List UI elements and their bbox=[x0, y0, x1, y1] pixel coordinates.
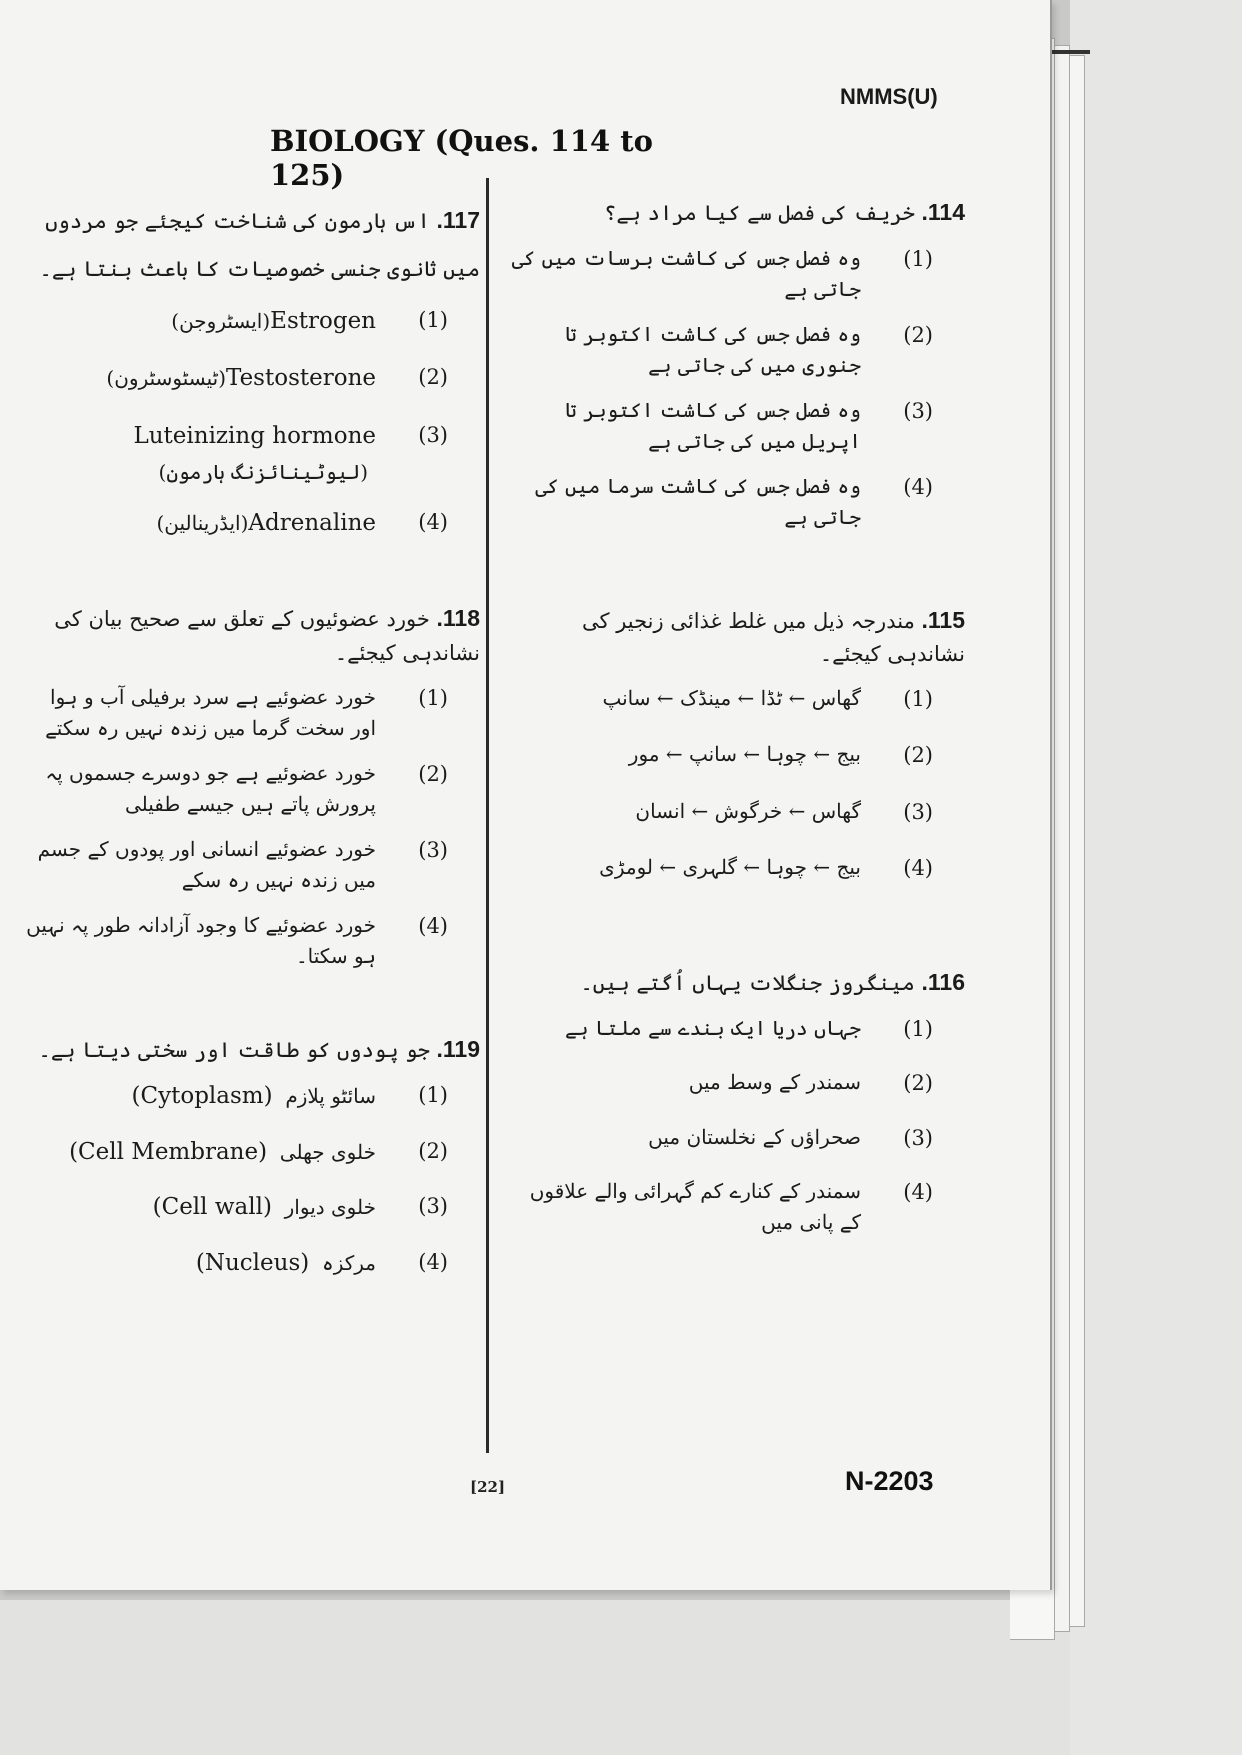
option-number: (4) bbox=[903, 474, 933, 499]
option-text-english: Adrenaline bbox=[248, 509, 376, 536]
question-text: خریف کی فصل سے کیا مراد ہے؟ bbox=[604, 201, 915, 225]
option-text-english: (Cell Membrane) bbox=[69, 1138, 268, 1165]
option-2 bbox=[20, 758, 448, 820]
question-119 bbox=[20, 1032, 480, 1282]
desk-surface-right bbox=[1070, 0, 1242, 1755]
question-text: مینگروز جنگلات یہاں اُگتے ہیں۔ bbox=[580, 971, 915, 996]
option-2 bbox=[20, 361, 448, 397]
option-3 bbox=[20, 1190, 448, 1226]
option-4 bbox=[510, 852, 933, 885]
option-number: (2) bbox=[418, 365, 448, 390]
option-number: (3) bbox=[418, 423, 448, 448]
option-text: صحراؤں کے نخلستان میں bbox=[648, 1124, 861, 1149]
option-4 bbox=[510, 471, 933, 533]
option-text: وہ فصل جس کی کاشت اکتوبر تا اپریل میں کی جاتی ہے bbox=[565, 397, 861, 453]
option-2 bbox=[510, 319, 933, 381]
column-divider bbox=[486, 178, 489, 1453]
option-3 bbox=[510, 395, 933, 457]
question-text: جو پودوں کو طاقت اور سختی دیتا ہے۔ bbox=[38, 1037, 430, 1062]
booklet-code: N-2203 bbox=[845, 1466, 934, 1496]
option-text: وہ فصل جس کی کاشت سرما میں کی جاتی ہے bbox=[535, 473, 861, 529]
option-number: (4) bbox=[418, 509, 448, 534]
option-text-english: Testosterone bbox=[226, 365, 376, 392]
option-text-urdu: (ایسٹروجن) bbox=[171, 308, 271, 333]
section-title: BIOLOGY (Ques. 114 to 125) bbox=[270, 124, 653, 192]
question-number: 118. bbox=[436, 605, 480, 632]
option-text: خورد عضوئیے کا وجود آزادانہ طور پہ نہیں ہو سکتا۔ bbox=[26, 912, 376, 968]
option-3 bbox=[20, 834, 448, 896]
option-number: (3) bbox=[418, 837, 448, 862]
option-2 bbox=[20, 1135, 448, 1171]
option-number: (1) bbox=[903, 686, 933, 711]
option-text: خورد عضوئیے ہے سرد برفیلی آب و ہوا اور سخت گرما میں زندہ نہیں رہ سکتے bbox=[45, 684, 376, 740]
option-number: (4) bbox=[418, 913, 448, 938]
option-number: (1) bbox=[418, 307, 448, 332]
question-number: 116. bbox=[921, 969, 965, 996]
question-number: 115. bbox=[921, 606, 965, 633]
option-number: (1) bbox=[903, 246, 933, 271]
question-number: 117. bbox=[436, 207, 480, 233]
option-number: (3) bbox=[903, 799, 933, 824]
option-text: وہ فصل جس کی کاشت برسات میں کی جاتی ہے bbox=[511, 245, 861, 301]
option-number: (3) bbox=[903, 1125, 933, 1150]
option-text-urdu: خلوی جھلی bbox=[279, 1139, 376, 1164]
option-1 bbox=[510, 683, 933, 716]
option-text-english: Luteinizing hormone bbox=[133, 423, 376, 450]
option-1 bbox=[510, 243, 933, 305]
page-number: [22] bbox=[470, 1478, 506, 1496]
option-text: خورد عضوئیے انسانی اور پودوں کے جسم میں زندہ نہیں رہ سکے bbox=[37, 836, 376, 892]
option-text-english: Estrogen bbox=[270, 307, 376, 334]
paper-code: NMMS(U) bbox=[840, 84, 938, 109]
option-text: بیج ← چوہا ← گلہری ← لومڑی bbox=[599, 855, 861, 880]
option-number: (4) bbox=[903, 856, 933, 881]
question-116 bbox=[510, 965, 965, 1238]
option-text-english: (Cytoplasm) bbox=[131, 1083, 273, 1110]
option-number: (4) bbox=[418, 1250, 448, 1275]
option-number: (2) bbox=[418, 1138, 448, 1163]
option-number: (3) bbox=[418, 1194, 448, 1219]
option-1 bbox=[20, 682, 448, 744]
option-number: (4) bbox=[903, 1180, 933, 1205]
question-number: 114. bbox=[921, 199, 965, 225]
left-column bbox=[20, 195, 480, 1296]
option-text-urdu: سائٹو پلازم bbox=[285, 1084, 376, 1109]
question-text: خورد عضوئیوں کے تعلق سے صحیح بیان کی نشاندہی کیجئے۔ bbox=[54, 607, 480, 665]
question-115 bbox=[510, 603, 965, 885]
option-1 bbox=[510, 1013, 933, 1046]
option-3 bbox=[510, 1122, 933, 1155]
option-text-urdu: خلوی دیوار bbox=[284, 1195, 376, 1220]
option-text: خورد عضوئیے ہے جو دوسرے جسموں پہ پرورش پاتے ہیں جیسے طفیلی bbox=[45, 760, 376, 816]
right-column bbox=[510, 195, 965, 1252]
question-114 bbox=[510, 195, 965, 533]
option-number: (2) bbox=[903, 1071, 933, 1096]
option-number: (1) bbox=[418, 685, 448, 710]
option-text: سمندر کے کنارے کم گہرائی والے علاقوں کے پانی میں bbox=[529, 1179, 861, 1235]
option-2 bbox=[510, 739, 933, 772]
option-text-english: (Cell wall) bbox=[152, 1194, 272, 1221]
option-text: وہ فصل جس کی کاشت اکتوبر تا جنوری میں کی جاتی ہے bbox=[565, 321, 861, 377]
option-text: گھاس ← ٹڈا ← مینڈک ← سانپ bbox=[602, 685, 861, 710]
option-text-urdu: (ٹیسٹوسٹرون) bbox=[106, 366, 227, 391]
option-2 bbox=[510, 1067, 933, 1100]
option-number: (2) bbox=[903, 743, 933, 768]
option-3 bbox=[20, 419, 448, 455]
option-number: (1) bbox=[418, 1083, 448, 1108]
question-text: مندرجہ ذیل میں غلط غذائی زنجیر کی نشاندہی کیجئے۔ bbox=[582, 608, 965, 667]
option-text: گھاس ← خرگوش ← انسان bbox=[635, 798, 861, 823]
option-text-english: (Nucleus) bbox=[195, 1250, 310, 1277]
option-number: (2) bbox=[418, 761, 448, 786]
option-4 bbox=[20, 910, 448, 972]
option-3 bbox=[510, 796, 933, 829]
question-118 bbox=[20, 601, 480, 971]
option-4 bbox=[20, 1246, 448, 1282]
option-text-urdu: مرکزہ bbox=[321, 1251, 376, 1276]
option-4 bbox=[20, 506, 448, 542]
question-number: 119. bbox=[436, 1035, 480, 1062]
option-number: (2) bbox=[903, 322, 933, 347]
option-text: سمندر کے وسط میں bbox=[688, 1070, 861, 1095]
option-number: (3) bbox=[903, 398, 933, 423]
option-text-urdu: (ایڈرینالین) bbox=[156, 510, 249, 535]
question-117 bbox=[20, 195, 480, 541]
option-number: (1) bbox=[903, 1016, 933, 1041]
option-text: جہاں دریا ایک بندے سے ملتا ہے bbox=[565, 1015, 861, 1040]
option-1 bbox=[20, 304, 448, 340]
option-4 bbox=[510, 1176, 933, 1238]
option-1 bbox=[20, 1079, 448, 1115]
question-text: اس ہارمون کی شناخت کیجئے جو مردوں میں ثانوی جنسی خصوصیات کا باعث بنتا ہے۔ bbox=[39, 209, 480, 281]
option-3-urdu: (لیوٹینائزنگ ہارمون) bbox=[158, 459, 368, 484]
option-text: بیج ← چوہا ← سانپ ← مور bbox=[628, 742, 861, 767]
